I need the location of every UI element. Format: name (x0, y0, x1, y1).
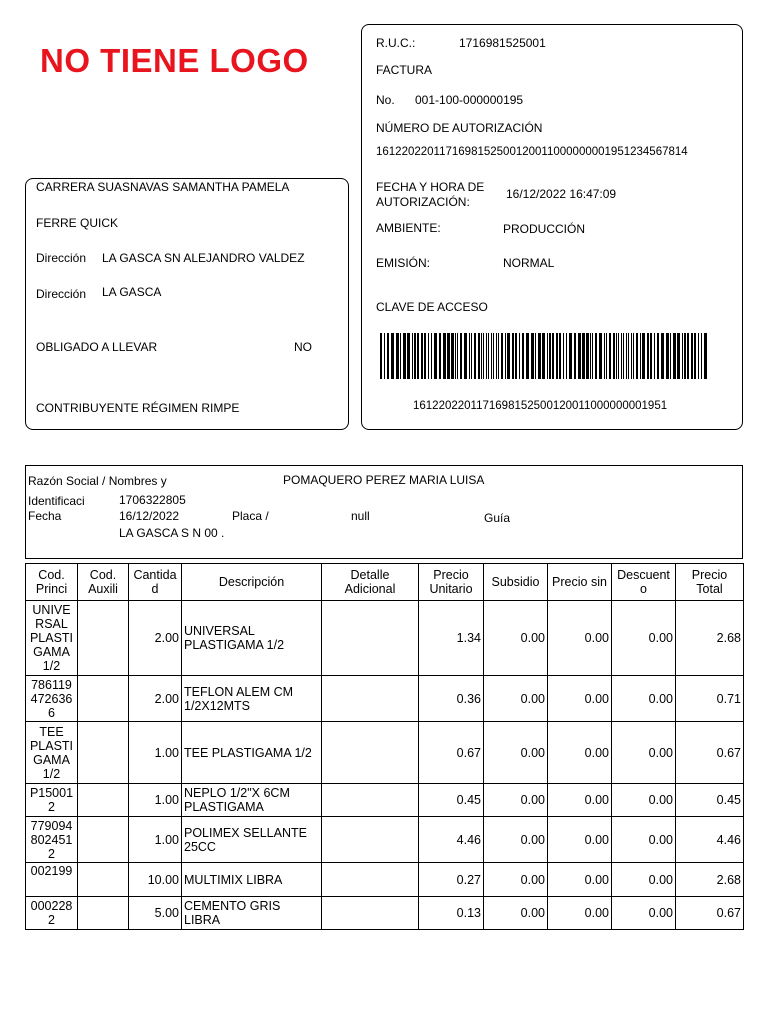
barcode-bar (626, 333, 627, 379)
barcode-bar (486, 333, 487, 379)
cell-unit-price: 0.45 (419, 784, 484, 817)
barcode-bar (586, 333, 589, 379)
header-text: Auxili (88, 582, 118, 596)
barcode-bar (618, 333, 619, 379)
cell-main-code-line: 2 (48, 846, 55, 861)
barcode-bar (434, 333, 437, 379)
authorization-label: NÚMERO DE AUTORIZACIÓN (376, 121, 543, 135)
environment-label: AMBIENTE: (376, 221, 441, 235)
barcode-bar (538, 333, 541, 379)
document-type: FACTURA (376, 63, 433, 77)
cell-subsidy: 0.00 (484, 817, 548, 863)
access-key-label: CLAVE DE ACCESO (376, 300, 488, 314)
cell-main-code (26, 784, 78, 817)
cell-main-code-line: GAMA (33, 752, 70, 767)
issuer-address-branch: LA GASCA (102, 285, 162, 299)
cell-quantity: 1.00 (129, 784, 182, 817)
cell-quantity: 1.00 (129, 817, 182, 863)
barcode-bar (478, 333, 480, 379)
barcode-bar (628, 333, 629, 379)
cell-description (182, 676, 322, 722)
cell-price-without-subsidy: 0.00 (548, 897, 612, 930)
plate-value: null (351, 509, 370, 523)
cell-main-code-line: 802451 (30, 832, 73, 847)
cell-description-line: MULTIMIX LIBRA (184, 872, 283, 887)
barcode-bar (677, 333, 680, 379)
barcode-bar (501, 333, 503, 379)
barcode-bar (457, 333, 458, 379)
header-text: Cod. (38, 568, 65, 582)
cell-discount: 0.00 (612, 601, 676, 676)
cell-subsidy: 0.00 (484, 722, 548, 784)
barcode-bar (682, 333, 683, 379)
authorization-number: 1612202201171698152500120011000000001951234567814 (376, 146, 688, 158)
cell-price-without-subsidy: 0.00 (548, 863, 612, 897)
cell-description-line: 25CC (184, 839, 216, 854)
cell-subsidy: 0.00 (484, 676, 548, 722)
cell-total-price: 2.68 (676, 863, 744, 897)
barcode-bar (574, 333, 576, 379)
header-subsidy (484, 564, 548, 601)
barcode-bar (496, 333, 497, 379)
cell-description-line: PLASTIGAMA 1/2 (184, 638, 285, 652)
barcode-bar (701, 333, 702, 379)
barcode-bar (547, 333, 548, 379)
header-text: Total (696, 582, 723, 596)
cell-main-code (26, 863, 78, 897)
barcode-bar (704, 333, 707, 379)
barcode-bar (661, 333, 664, 379)
barcode-bar (384, 333, 385, 379)
cell-description-line: 1/2X12MTS (184, 698, 251, 713)
cell-subsidy: 0.00 (484, 784, 548, 817)
barcode-bar (380, 333, 382, 379)
barcode-bar (400, 333, 401, 379)
barcode-bar (642, 333, 645, 379)
barcode-bar (549, 333, 551, 379)
barcode-bar (505, 333, 506, 379)
barcode-bar (616, 333, 617, 379)
barcode-bar (595, 333, 597, 379)
logo-placeholder: NO TIENE LOGO (40, 42, 309, 79)
barcode-bar (403, 333, 406, 379)
barcode-bar (569, 333, 572, 379)
cell-total-price: 0.67 (676, 722, 744, 784)
cell-subsidy: 0.00 (484, 863, 548, 897)
issuer-address-main: LA GASCA SN ALEJANDRO VALDEZ (102, 251, 305, 265)
cell-description (182, 897, 322, 930)
barcode-bar (590, 333, 591, 379)
table-row (26, 863, 744, 897)
barcode-bar (488, 333, 489, 379)
barcode-bar (592, 333, 593, 379)
cell-unit-price: 0.36 (419, 676, 484, 722)
cell-additional-detail (322, 676, 419, 722)
cell-unit-price: 0.13 (419, 897, 484, 930)
barcode-bar (522, 333, 524, 379)
barcode-bar (698, 333, 699, 379)
barcode-bar (623, 333, 624, 379)
header-description (182, 564, 322, 601)
barcode-bar (604, 333, 605, 379)
emission-label: EMISIÓN: (376, 256, 431, 270)
table-header-row (26, 564, 744, 601)
header-aux-code (78, 564, 129, 601)
header-text: Cod. (89, 568, 117, 582)
barcode-bar (424, 333, 426, 379)
tax-regime: CONTRIBUYENTE RÉGIMEN RIMPE (36, 401, 240, 415)
cell-main-code-line: 1/2 (42, 766, 61, 781)
cell-subsidy: 0.00 (484, 601, 548, 676)
header-price-without-subsidy (548, 564, 612, 601)
header-text: d (151, 582, 159, 596)
cell-description (182, 863, 322, 897)
barcode-bar (556, 333, 558, 379)
barcode-bar (491, 333, 492, 379)
cell-main-code (26, 601, 78, 676)
header-text: o (640, 582, 647, 596)
barcode-bar (460, 333, 462, 379)
barcode-bar (647, 333, 649, 379)
cell-additional-detail (322, 784, 419, 817)
cell-aux-code (78, 722, 129, 784)
barcode-bar (684, 333, 686, 379)
header-discount (612, 564, 676, 601)
cell-discount: 0.00 (612, 722, 676, 784)
cell-price-without-subsidy: 0.00 (548, 722, 612, 784)
cell-main-code (26, 722, 78, 784)
barcode-bar (640, 333, 641, 379)
cell-main-code (26, 676, 78, 722)
barcode-bar (531, 333, 534, 379)
cell-unit-price: 1.34 (419, 601, 484, 676)
guide-label: Guía (484, 511, 511, 525)
table-row (26, 784, 744, 817)
barcode-bar (421, 333, 423, 379)
header-text: Descripción (218, 575, 285, 589)
cell-main-code-line: PLASTI (29, 631, 74, 645)
barcode-bar (439, 333, 441, 379)
environment-value: PRODUCCIÓN (503, 222, 586, 236)
cell-description-line: TEFLON ALEM CM (184, 684, 294, 699)
cell-subsidy: 0.00 (484, 897, 548, 930)
cell-aux-code (78, 863, 129, 897)
cell-description (182, 722, 322, 784)
cell-description-line: POLIMEX SELLANTE (184, 825, 307, 840)
cell-price-without-subsidy: 0.00 (548, 817, 612, 863)
client-name-value: POMAQUERO PEREZ MARIA LUISA (283, 473, 485, 487)
client-id-label: Identificaci (28, 494, 85, 508)
barcode-bar (691, 333, 693, 379)
barcode-bar (687, 333, 689, 379)
barcode-bar (657, 333, 659, 379)
cell-description-line: NEPLO 1/2"X 6CM (184, 786, 290, 800)
cell-discount: 0.00 (612, 863, 676, 897)
cell-additional-detail (322, 863, 419, 897)
cell-discount: 0.00 (612, 784, 676, 817)
barcode-bar (469, 333, 470, 379)
cell-discount: 0.00 (612, 897, 676, 930)
barcode-bar (428, 333, 429, 379)
cell-description-line: LIBRA (184, 913, 221, 927)
barcode-bar (507, 333, 510, 379)
cell-main-code-line: 786119 (31, 677, 72, 692)
accounting-obligation-value: NO (294, 340, 312, 354)
issuer-address-label-1: Dirección (36, 251, 87, 265)
barcode-bar (552, 333, 554, 379)
table-row (26, 601, 744, 676)
barcode-bar (559, 333, 561, 379)
header-text: Precio (433, 568, 469, 582)
access-key-barcode (380, 333, 708, 379)
cell-main-code (26, 817, 78, 863)
cell-description-line: TEE PLASTIGAMA 1/2 (184, 745, 312, 760)
barcode-bar (606, 333, 607, 379)
cell-description-line: UNIVERSAL (184, 624, 255, 638)
barcode-bar (407, 333, 410, 379)
barcode-bar (654, 333, 655, 379)
cell-total-price: 0.45 (676, 784, 744, 817)
invoice-number-label: No. (376, 93, 395, 107)
barcode-bar (633, 333, 634, 379)
cell-unit-price: 0.67 (419, 722, 484, 784)
cell-quantity: 2.00 (129, 601, 182, 676)
cell-main-code (26, 897, 78, 930)
barcode-bar (599, 333, 602, 379)
cell-description (182, 784, 322, 817)
barcode-bar (650, 333, 652, 379)
cell-aux-code (78, 601, 129, 676)
cell-additional-detail (322, 897, 419, 930)
items-table (25, 563, 744, 930)
cell-unit-price: 0.27 (419, 863, 484, 897)
barcode-bar (535, 333, 536, 379)
cell-total-price: 0.67 (676, 897, 744, 930)
cell-main-code-line: 472636 (30, 691, 73, 706)
cell-aux-code (78, 784, 129, 817)
cell-additional-detail (322, 817, 419, 863)
cell-main-code-line: UNIVE (32, 603, 71, 617)
cell-main-code-line: P15001 (29, 786, 74, 800)
client-id-value: 1706322805 (119, 493, 186, 507)
cell-main-code-line: 002199 (30, 864, 73, 878)
barcode-bar (483, 333, 484, 379)
barcode-bar (451, 333, 454, 379)
barcode-bar (443, 333, 446, 379)
cell-main-code-line: 1/2 (42, 659, 61, 673)
header-main-code (26, 564, 78, 601)
barcode-bar (387, 333, 389, 379)
cell-additional-detail (322, 601, 419, 676)
table-row (26, 676, 744, 722)
access-key-number: 1612202201171698152500120011000000001951 (413, 400, 668, 412)
header-quantity (129, 564, 182, 601)
cell-description-line: PLASTIGAMA (184, 800, 264, 814)
barcode-bar (636, 333, 638, 379)
accounting-obligation-label: OBLIGADO A LLEVAR (36, 340, 158, 354)
barcode-bar (417, 333, 419, 379)
header-unit-price (419, 564, 484, 601)
barcode-bar (673, 333, 676, 379)
cell-main-code-line: RSAL (35, 617, 68, 631)
header-text: Cantida (133, 568, 177, 582)
cell-description (182, 601, 322, 676)
ruc-label: R.U.C.: (376, 36, 416, 50)
cell-discount: 0.00 (612, 817, 676, 863)
barcode-bar (471, 333, 472, 379)
cell-quantity: 1.00 (129, 722, 182, 784)
client-name-label: Razón Social / Nombres y (28, 474, 167, 488)
barcode-bar (519, 333, 520, 379)
barcode-bar (631, 333, 632, 379)
barcode-bar (542, 333, 545, 379)
header-text: Precio (691, 568, 728, 582)
barcode-bar (613, 333, 615, 379)
cell-description-line: CEMENTO GRIS (184, 899, 281, 913)
table-row (26, 722, 744, 784)
table-row (26, 817, 744, 863)
issue-date-value: 16/12/2022 (119, 509, 180, 523)
header-total-price (676, 564, 744, 601)
header-text: Detalle (350, 568, 390, 582)
barcode-bar (493, 333, 494, 379)
cell-main-code-line: 000228 (30, 899, 73, 913)
barcode-bar (526, 333, 529, 379)
barcode-bar (396, 333, 399, 379)
barcode-bar (431, 333, 432, 379)
barcode-bar (414, 333, 416, 379)
ruc-value: 1716981525001 (459, 36, 546, 50)
barcode-bar (563, 333, 564, 379)
authorization-date-value: 16/12/2022 16:47:09 (506, 187, 617, 201)
cell-quantity: 5.00 (129, 897, 182, 930)
cell-main-code-line: PLASTI (29, 738, 74, 753)
barcode-bar (621, 333, 622, 379)
barcode-bar (512, 333, 514, 379)
barcode-bar (481, 333, 482, 379)
cell-aux-code (78, 897, 129, 930)
issuer-name: CARRERA SUASNAVAS SAMANTHA PAMELA (36, 180, 290, 194)
cell-aux-code (78, 676, 129, 722)
cell-quantity: 10.00 (129, 863, 182, 897)
cell-main-code-line: 6 (48, 705, 55, 720)
header-text: Adicional (344, 582, 396, 596)
header-text: Descuent (617, 568, 670, 582)
barcode-bar (447, 333, 450, 379)
barcode-bar (498, 333, 499, 379)
barcode-bar (566, 333, 567, 379)
cell-main-code-line: 779094 (30, 818, 73, 833)
barcode-bar (391, 333, 394, 379)
cell-price-without-subsidy: 0.00 (548, 601, 612, 676)
cell-aux-code (78, 817, 129, 863)
cell-total-price: 4.46 (676, 817, 744, 863)
cell-quantity: 2.00 (129, 676, 182, 722)
cell-price-without-subsidy: 0.00 (548, 676, 612, 722)
barcode-bar (582, 333, 585, 379)
barcode-bar (670, 333, 671, 379)
cell-price-without-subsidy: 0.00 (548, 784, 612, 817)
issuer-trade-name: FERRE QUICK (36, 216, 119, 230)
header-text: Subsidio (491, 575, 540, 589)
barcode-bar (666, 333, 669, 379)
cell-description (182, 817, 322, 863)
header-text: Princi (35, 582, 68, 596)
cell-main-code-line: 2 (48, 800, 55, 814)
cell-main-code-line: TEE (39, 724, 64, 739)
cell-main-code-line: GAMA (33, 645, 70, 659)
header-additional-detail (322, 564, 419, 601)
cell-additional-detail (322, 722, 419, 784)
client-address: LA GASCA S N 00 . (119, 526, 225, 540)
cell-main-code-line: 2 (48, 913, 55, 927)
authorization-date-label-2: AUTORIZACIÓN: (376, 195, 470, 209)
header-text: Precio sin (552, 575, 607, 589)
barcode-bar (515, 333, 517, 379)
barcode-bar (412, 333, 413, 379)
barcode-bar (474, 333, 476, 379)
cell-total-price: 0.71 (676, 676, 744, 722)
barcode-bar (694, 333, 696, 379)
barcode-bar (578, 333, 581, 379)
cell-discount: 0.00 (612, 676, 676, 722)
emission-value: NORMAL (503, 256, 555, 270)
barcode-bar (455, 333, 456, 379)
issuer-address-label-2: Dirección (36, 287, 87, 301)
issue-date-label: Fecha (28, 509, 62, 523)
plate-label: Placa / (232, 509, 269, 523)
header-text: Unitario (429, 582, 473, 596)
barcode-bar (464, 333, 467, 379)
table-row (26, 897, 744, 930)
cell-unit-price: 4.46 (419, 817, 484, 863)
barcode-bar (609, 333, 611, 379)
invoice-number-value: 001-100-000000195 (415, 93, 524, 107)
cell-total-price: 2.68 (676, 601, 744, 676)
authorization-date-label-1: FECHA Y HORA DE (376, 180, 485, 194)
